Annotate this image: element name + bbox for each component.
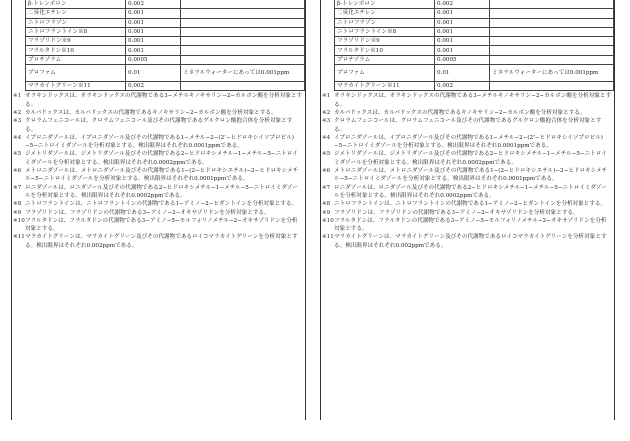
footnote-text: ニトロフラントインは、ニトロフラントインの代謝物である1−アミノ−2−ヒダントインを分析対象とする。 [334, 201, 607, 208]
footnote [321, 150, 614, 167]
remark-cell [181, 27, 305, 36]
table-row [26, 37, 305, 46]
footnote [12, 109, 305, 117]
footnote-text: ロニダゾールは、ロニダゾール及びその代謝物である2−ヒドロキシメチル−1−メチル−5−ニトロイミダゾールを分析対象とする。検出限界はそれぞれ0.0002ppmである。 [334, 184, 607, 199]
limit-value-cell: 0.001 [435, 18, 490, 27]
substance-name-cell: ニトロフラントイン※8 [26, 27, 126, 36]
substance-name-cell: β-トレンボロン [335, 0, 435, 9]
footnote [321, 109, 614, 117]
remark-cell [181, 37, 305, 46]
table-row [335, 9, 614, 18]
remark-cell [490, 37, 614, 46]
table-row [26, 18, 305, 27]
footnote-mark: ※11 [322, 234, 334, 241]
footnote [12, 233, 305, 250]
table-row [335, 82, 614, 91]
remark-cell [181, 55, 305, 64]
right-column [320, 0, 615, 420]
substance-name-cell: プロチゾラム [335, 55, 435, 64]
footnote-mark: ※2 [322, 109, 331, 116]
footnote-text: カルバドックスは、カルバドックスの代謝物であるキノキサリン−2−カルボン酸を分析対象とする。 [25, 109, 277, 116]
footnote [12, 167, 305, 184]
footnote-text: オラキンドックスは、オラキンドックスの代謝物である3−メチルキノキサリン−2−カルボン酸を分析対象とする。 [25, 93, 303, 108]
remark-cell [181, 0, 305, 9]
remark-cell [490, 18, 614, 27]
footnote [321, 200, 614, 208]
substance-name-cell: フラゾリドン※9 [26, 37, 126, 46]
limit-value-cell: 0.002 [126, 82, 181, 91]
remark-cell [490, 0, 614, 9]
limit-value-cell: 0.002 [435, 82, 490, 91]
table-row [26, 65, 305, 82]
table-row [335, 46, 614, 55]
footnote-text: フラルタドンは、フラルタドンの代謝物である3−アミノ−5−モルフォリノメチル−2−オキサゾリドンを分析対象とする。 [25, 217, 298, 233]
footnote-mark: ※7 [322, 184, 331, 191]
footnote [321, 134, 614, 151]
substance-name-cell: フラルタドン※10 [335, 46, 435, 55]
footnote-mark: ※3 [13, 118, 22, 125]
substance-name-cell: 二臭化エチレン [26, 9, 126, 18]
footnote-text: クロラムフェニコールは、クロラムフェニコール及びその代謝物であるグルクロン酸抱合体を分析対象とする。 [334, 118, 602, 133]
footnote-mark: ※1 [13, 93, 22, 100]
limit-value-cell: 0.001 [435, 27, 490, 36]
table-row [335, 27, 614, 36]
substance-name-cell: プロチゾラム [26, 55, 126, 64]
footnote [12, 92, 305, 109]
footnote-mark: ※4 [13, 134, 22, 141]
substance-name-cell: マラカイトグリーン※11 [26, 82, 126, 91]
footnote-text: フラゾリドンは、フラゾリドンの代謝物である3−アミノ−2−オキサゾリドンを分析対象とする。 [334, 209, 579, 216]
table-row [26, 55, 305, 64]
footnote-mark: ※9 [322, 209, 331, 216]
footnote [321, 167, 614, 184]
footnote-mark: ※9 [13, 209, 22, 216]
residue-limit-table [25, 0, 305, 91]
footnote [12, 209, 305, 217]
footnote [321, 217, 614, 234]
footnote-mark: ※8 [322, 201, 331, 208]
footnote [12, 200, 305, 208]
limit-value-cell: 0.001 [126, 37, 181, 46]
footnote-text: フラルタドンは、フラルタドンの代謝物である3−アミノ−5−モルフォリノメチル−2−オキサゾリドンを分析対象とする。 [334, 217, 607, 233]
footnote-mark: ※11 [13, 234, 25, 241]
table-row [335, 37, 614, 46]
table-row [26, 46, 305, 55]
limit-value-cell: 0.001 [126, 27, 181, 36]
footnote [12, 217, 305, 234]
limit-value-cell: 0.001 [435, 37, 490, 46]
footnote-text: クロラムフェニコールは、クロラムフェニコール及びその代謝物であるグルクロン酸抱合体を分析対象とする。 [25, 118, 293, 133]
limit-value-cell: 0.01 [435, 65, 490, 82]
limit-value-cell: 0.0005 [435, 55, 490, 64]
table-row [26, 82, 305, 91]
footnote-mark: ※10 [13, 217, 25, 224]
remark-cell [181, 9, 305, 18]
table-row [26, 27, 305, 36]
table-row [26, 0, 305, 9]
footnote [321, 184, 614, 201]
remark-cell: ミネラルウォーターにあっては0.001ppm [490, 65, 614, 82]
footnote-text: イプロニダゾールは、イプロニダゾール及びその代謝物である1−メチル−2−(2’−ヒドロキシイソプロピル)−5−ニトロイミダゾールを分析対象とする。検出限界はそれぞれ0.0001ppmである。 [25, 134, 294, 150]
footnote-mark: ※5 [13, 151, 22, 158]
substance-name-cell: ニトロフラントイン※8 [335, 27, 435, 36]
footnotes [321, 92, 614, 250]
substance-name-cell: ニトロフラゾン [26, 18, 126, 27]
table-row [335, 65, 614, 82]
footnotes [12, 92, 305, 250]
table-row [335, 0, 614, 9]
footnote [12, 117, 305, 134]
limit-value-cell: 0.001 [126, 9, 181, 18]
footnote-mark: ※2 [13, 109, 22, 116]
limit-value-cell: 0.001 [435, 9, 490, 18]
footnote-text: マラカイトグリーンは、マラカイトグリーン及びその代謝物であるロイコマラカイトグリーンを分析対象とする。検出限界はそれぞれ0.002ppmである。 [334, 234, 607, 249]
footnote-mark: ※1 [322, 93, 331, 100]
substance-name-cell: 二臭化エチレン [335, 9, 435, 18]
substance-name-cell: ニトロフラゾン [335, 18, 435, 27]
remark-cell: ミネラルウォーターにあっては0.001ppm [181, 65, 305, 82]
footnote-text: ジメトリダゾールは、ジメトリダゾール及びその代謝物である2−ヒドロキシメチル−1−メチル−5−ニトロイミダゾールを分析対象とする。検出限界はそれぞれ0.0002ppmである。 [334, 151, 607, 166]
remark-cell [181, 18, 305, 27]
footnote [12, 184, 305, 201]
footnote [321, 92, 614, 109]
left-column [11, 0, 306, 420]
remark-cell [181, 46, 305, 55]
footnote [321, 117, 614, 134]
footnote-mark: ※6 [13, 168, 22, 175]
substance-name-cell: フラゾリドン※9 [335, 37, 435, 46]
table-row [26, 9, 305, 18]
footnote-text: メトロニダゾールは、メトロニダゾール及びその代謝物である1−(2−ヒドロキシエチル)−2−ヒドロキシメチル−5−ニトロイミダゾールを分析対象とする。検出限界はそれぞれ0.0001ppmである。 [334, 168, 608, 183]
footnote-mark: ※6 [322, 168, 331, 175]
remark-cell [490, 9, 614, 18]
footnote [321, 209, 614, 217]
footnote [12, 134, 305, 151]
footnote-text: ジメトリダゾールは、ジメトリダゾール及びその代謝物である2−ヒドロキシメチル−1−メチル−5−ニトロイミダゾールを分析対象とする。検出限界はそれぞれ0.0002ppmである。 [25, 151, 298, 166]
limit-value-cell: 0.002 [126, 0, 181, 9]
remark-cell [490, 46, 614, 55]
limit-value-cell: 0.0005 [126, 55, 181, 64]
footnote [321, 233, 614, 250]
substance-name-cell: プロファム [335, 65, 435, 82]
footnote-mark: ※8 [13, 201, 22, 208]
footnote-text: カルバドックスは、カルバドックスの代謝物であるキノキサリン−2−カルボン酸を分析対象とする。 [334, 109, 586, 116]
footnote-mark: ※7 [13, 184, 22, 191]
limit-value-cell: 0.002 [435, 0, 490, 9]
footnote-text: マラカイトグリーンは、マラカイトグリーン及びその代謝物であるロイコマラカイトグリーンを分析対象とする。検出限界はそれぞれ0.002ppmである。 [25, 234, 298, 249]
table-row [335, 55, 614, 64]
substance-name-cell: マラカイトグリーン※11 [335, 82, 435, 91]
limit-value-cell: 0.001 [126, 18, 181, 27]
footnote-text: ニトロフラントインは、ニトロフラントインの代謝物である1−アミノ−2−ヒダントインを分析対象とする。 [25, 201, 298, 208]
footnote-text: メトロニダゾールは、メトロニダゾール及びその代謝物である1−(2−ヒドロキシエチル)−2−ヒドロキシメチル−5−ニトロイミダゾールを分析対象とする。検出限界はそれぞれ0.0001ppmである。 [25, 168, 299, 183]
footnote-text: イプロニダゾールは、イプロニダゾール及びその代謝物である1−メチル−2−(2’−ヒドロキシイソプロピル)−5−ニトロイミダゾールを分析対象とする。検出限界はそれぞれ0.0001ppmである。 [334, 134, 603, 150]
footnote-mark: ※4 [322, 134, 331, 141]
footnote-text: ロニダゾールは、ロニダゾール及びその代謝物である2−ヒドロキシメチル−1−メチル−5−ニトロイミダゾールを分析対象とする。検出限界はそれぞれ0.0002ppmである。 [25, 184, 298, 199]
footnote-mark: ※3 [322, 118, 331, 125]
footnote-text: フラゾリドンは、フラゾリドンの代謝物である3−アミノ−2−オキサゾリドンを分析対象とする。 [25, 209, 270, 216]
residue-limit-table [334, 0, 614, 91]
footnote [12, 150, 305, 167]
limit-value-cell: 0.01 [126, 65, 181, 82]
table-row [335, 18, 614, 27]
remark-cell [490, 27, 614, 36]
substance-name-cell: β-トレンボロン [26, 0, 126, 9]
substance-name-cell: プロファム [26, 65, 126, 82]
remark-cell [490, 55, 614, 64]
remark-cell [490, 82, 614, 91]
footnote-mark: ※10 [322, 217, 334, 224]
substance-name-cell: フラルタドン※10 [26, 46, 126, 55]
limit-value-cell: 0.001 [126, 46, 181, 55]
remark-cell [181, 82, 305, 91]
footnote-mark: ※5 [322, 151, 331, 158]
footnote-text: オラキンドックスは、オラキンドックスの代謝物である3−メチルキノキサリン−2−カルボン酸を分析対象とする。 [334, 93, 612, 108]
limit-value-cell: 0.001 [435, 46, 490, 55]
